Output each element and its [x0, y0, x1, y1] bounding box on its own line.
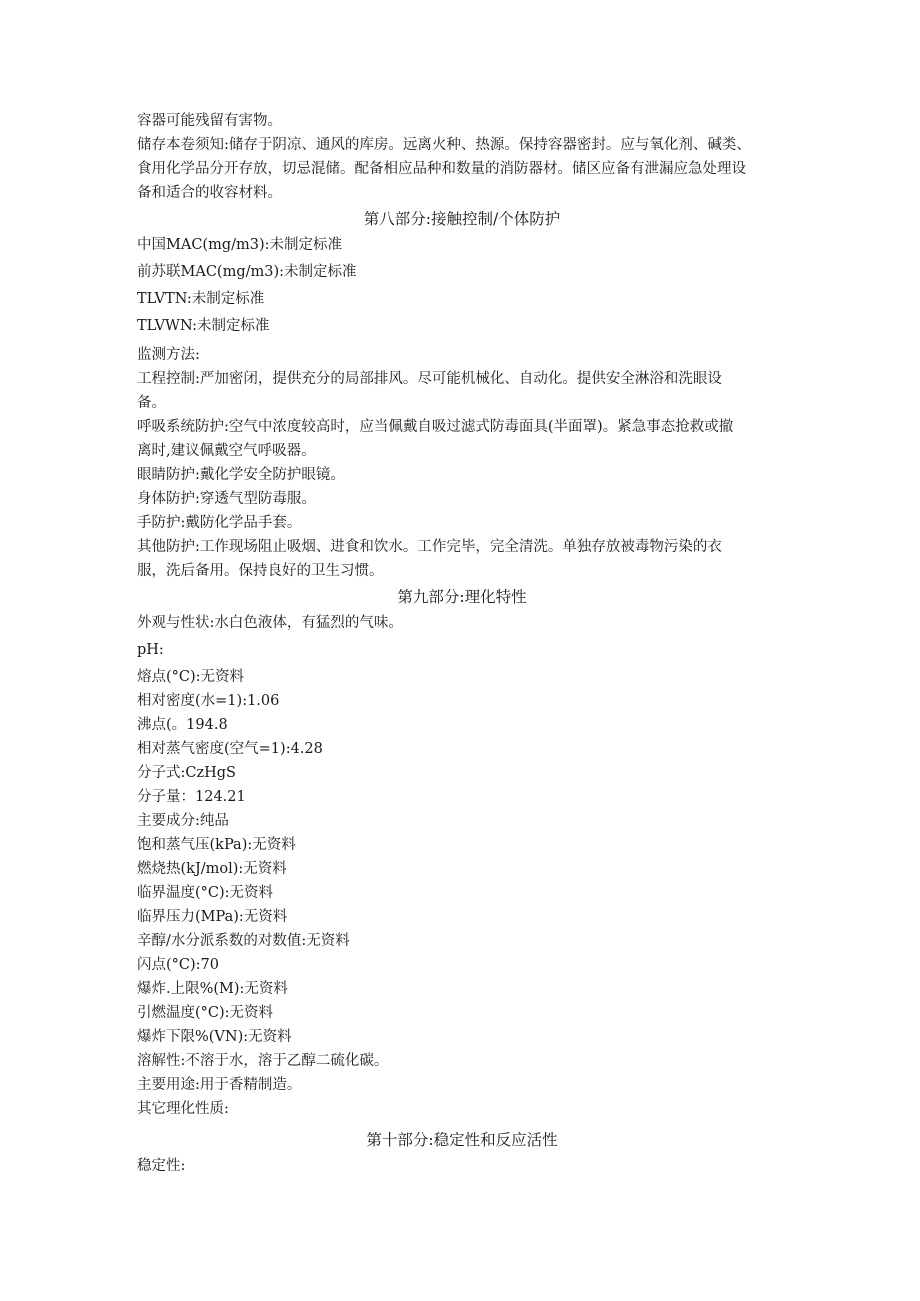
solubility: 溶解性:不溶于水，溶于乙醇二硫化碳。: [137, 1053, 389, 1069]
vapor-pressure: 饱和蒸气压(kPa):无资料: [137, 837, 296, 853]
combustion-heat: 燃烧热(kJ/mol):无资料: [137, 861, 287, 877]
molecular-formula: 分子式:CzHgS: [137, 765, 236, 781]
tlvtn: TLVTN:未制定标准: [137, 291, 265, 307]
document-page: [137, 109, 787, 1178]
storage-line-3: 备和适合的收容材料。: [137, 185, 282, 201]
eye-protection: 眼睛防护:戴化学安全防护眼镜。: [137, 467, 345, 483]
lower-explosive-limit: 爆炸下限%(VN):无资料: [137, 1029, 292, 1045]
other-protection-2: 服，洗后备用。保持良好的卫生习惯。: [137, 563, 384, 579]
text-line: 容器可能残留有害物。: [137, 113, 282, 129]
relative-density: 相对密度(水=1):1.06: [137, 693, 280, 709]
appearance: 外观与性状:水白色液体，有猛烈的气味。: [137, 615, 403, 631]
storage-line-2: 食用化学品分开存放，切忌混储。配备相应品种和数量的消防器材。储区应备有泄漏应急处理设: [137, 161, 746, 177]
other-protection-1: 其他防护:工作现场阻止吸烟、进食和饮水。工作完毕，完全清洗。单独存放被毒物污染的衣: [137, 539, 722, 555]
flash-point: 闪点(°C):70: [137, 957, 219, 973]
upper-explosive-limit: 爆炸.上限%(M):无资料: [137, 981, 288, 997]
storage-line-1: 储存本卷须知:储存于阴凉、通风的库房。远离火种、热源。保持容器密封。应与氧化剂、碱类、: [137, 137, 751, 153]
main-use: 主要用途:用于香精制造。: [137, 1077, 302, 1093]
other-properties: 其它理化性质:: [137, 1101, 229, 1117]
engineering-control-1: 工程控制:严加密闭，提供充分的局部排风。尽可能机械化、自动化。提供安全淋浴和洗眼设: [137, 371, 722, 387]
section-10-heading: 第十部分:稳定性和反应活性: [366, 1131, 558, 1149]
ph: pH:: [137, 642, 164, 658]
ignition-temperature: 引燃温度(°C):无资料: [137, 1005, 274, 1021]
respiratory-protection-1: 呼吸系统防护:空气中浓度较高时，应当佩戴自吸过滤式防毒面具(半面罩)。紧急事态抢救或撤: [137, 419, 734, 435]
tlvwn: TLVWN:未制定标准: [137, 318, 270, 334]
boiling-point: 沸点(。194.8: [137, 717, 228, 733]
molecular-weight: 分子量：124.21: [137, 789, 246, 805]
monitoring-method: 监测方法:: [137, 347, 200, 363]
melting-point: 熔点(°C):无资料: [137, 669, 245, 685]
body-protection: 身体防护:穿透气型防毒服。: [137, 491, 316, 507]
critical-temperature: 临界温度(°C):无资料: [137, 885, 274, 901]
main-component: 主要成分:纯品: [137, 813, 229, 829]
critical-pressure: 临界压力(MPa):无资料: [137, 909, 288, 925]
section-9-heading: 第九部分:理化特性: [397, 588, 527, 606]
mac-soviet: 前苏联MAC(mg/m3):未制定标准: [137, 264, 357, 280]
respiratory-protection-2: 离时,建议佩戴空气呼吸器。: [137, 443, 316, 459]
partition-coefficient: 辛醇/水分派系数的对数值:无资料: [137, 933, 350, 949]
vapor-density: 相对蒸气密度(空气=1):4.28: [137, 741, 323, 757]
mac-china: 中国MAC(mg/m3):未制定标准: [137, 237, 343, 253]
stability: 稳定性:: [137, 1158, 186, 1174]
engineering-control-2: 备。: [137, 395, 166, 411]
section-8-heading: 第八部分:接触控制/个体防护: [363, 210, 561, 228]
hand-protection: 手防护:戴防化学品手套。: [137, 515, 302, 531]
